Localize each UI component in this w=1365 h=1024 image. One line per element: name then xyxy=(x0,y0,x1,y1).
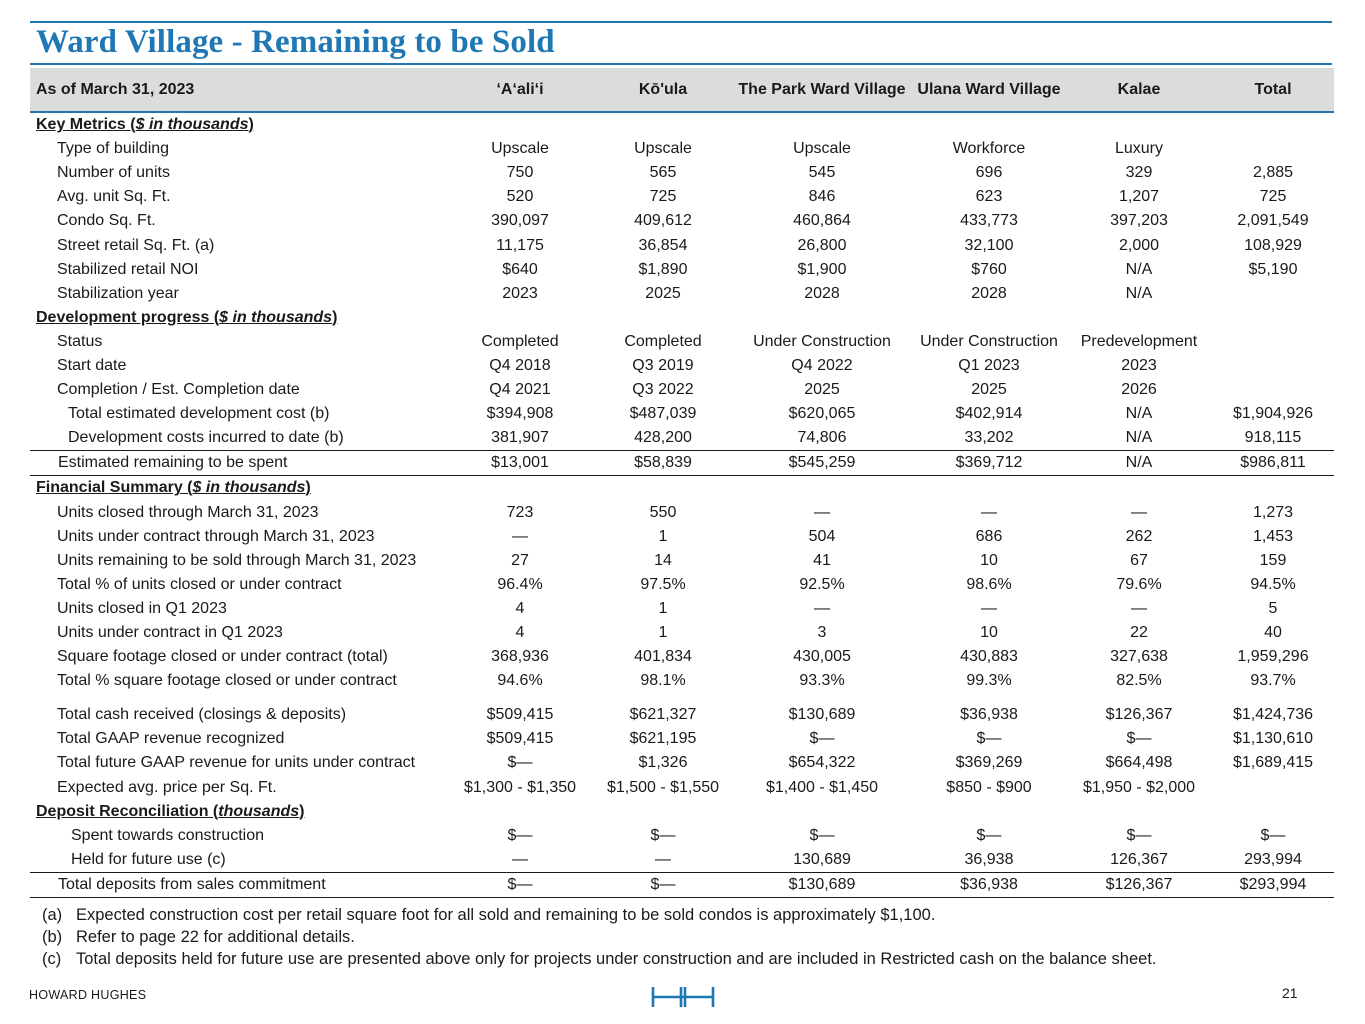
table-cell: 26,800 xyxy=(797,236,847,254)
row-label: Total % square footage closed or under contract xyxy=(57,672,397,690)
section-heading-close: ) xyxy=(305,479,311,497)
table-cell: $126,367 xyxy=(1066,872,1212,897)
table-cell: 99.3% xyxy=(966,672,1012,690)
table-cell: $5,190 xyxy=(1248,260,1298,278)
table-row xyxy=(30,354,1334,378)
row-label: Condo Sq. Ft. xyxy=(57,212,156,230)
table-cell: 2028 xyxy=(971,284,1007,302)
row-label: Total cash received (closings & deposits) xyxy=(57,706,347,724)
table-cell: $986,811 xyxy=(1212,451,1334,476)
table-cell: 97.5% xyxy=(640,575,686,593)
table-cell: $293,994 xyxy=(1212,872,1334,897)
table-total-row xyxy=(30,872,1334,897)
row-label: Stabilized retail NOI xyxy=(57,260,199,278)
table-cell: 725 xyxy=(649,188,677,206)
table-cell: — xyxy=(981,503,997,521)
table-cell: 40 xyxy=(1264,624,1282,642)
footnote-text: Total deposits held for future use are presented above only for projects under construction and are included in Restricted cash on the balance sheet. xyxy=(76,950,1157,968)
section-heading-text: Key Metrics ( xyxy=(36,116,136,134)
table-cell: 32,100 xyxy=(964,236,1014,254)
table-cell: $1,500 - $1,550 xyxy=(606,778,720,796)
header-koula: Kō'ula xyxy=(594,68,732,112)
table-cell: 433,773 xyxy=(960,212,1018,230)
table-cell: Predevelopment xyxy=(1080,332,1198,350)
table-row xyxy=(30,378,1334,402)
header-ulana-ward-village: Ulana Ward Village xyxy=(912,68,1066,112)
table-cell: 10 xyxy=(980,551,998,569)
section-heading xyxy=(30,306,1334,330)
table-cell: 430,005 xyxy=(793,648,851,666)
table-cell: Upscale xyxy=(793,140,851,158)
table-cell: 74,806 xyxy=(797,429,847,447)
table-row xyxy=(30,501,1334,525)
table-row xyxy=(30,573,1334,597)
table-cell: 67 xyxy=(1130,551,1148,569)
table-row xyxy=(30,137,1334,161)
table-cell: Under Construction xyxy=(920,332,1058,350)
table-row xyxy=(30,597,1334,621)
table-cell: 27 xyxy=(511,551,529,569)
section-heading xyxy=(30,476,1334,501)
table-header-row xyxy=(30,68,1334,112)
table-row xyxy=(30,621,1334,645)
table-cell: 22 xyxy=(1130,624,1148,642)
table-cell: 10 xyxy=(980,624,998,642)
table-cell: $— xyxy=(976,826,1002,844)
table-cell: 94.5% xyxy=(1250,575,1296,593)
table-cell: $— xyxy=(809,730,835,748)
table-row xyxy=(30,426,1334,451)
table-cell: $621,327 xyxy=(629,706,697,724)
table-row xyxy=(30,282,1334,306)
section-heading-text: Deposit Reconciliation ( xyxy=(36,802,219,820)
section-heading-row xyxy=(30,112,1334,137)
table-cell: $1,130,610 xyxy=(1232,730,1314,748)
row-label: Stabilization year xyxy=(57,284,179,302)
table-cell: 725 xyxy=(1259,188,1287,206)
table-cell: 93.7% xyxy=(1250,672,1296,690)
page-title: Ward Village - Remaining to be Sold xyxy=(36,24,555,60)
table-cell xyxy=(1212,137,1334,161)
table-cell: 2025 xyxy=(804,381,840,399)
table-row xyxy=(30,525,1334,549)
table-cell: — xyxy=(512,850,528,868)
table-cell: Upscale xyxy=(634,140,692,158)
table-cell: $36,938 xyxy=(912,872,1066,897)
table-cell: — xyxy=(814,503,830,521)
section-heading-unit: $ in thousands xyxy=(219,308,333,326)
table-cell: 623 xyxy=(975,188,1003,206)
table-cell: $— xyxy=(594,872,732,897)
table-cell: $1,300 - $1,350 xyxy=(463,778,577,796)
table-row xyxy=(30,330,1334,354)
spacer-row xyxy=(30,693,1334,703)
table-cell: 1,273 xyxy=(1252,503,1294,521)
table-cell: 428,200 xyxy=(634,429,692,447)
table-cell: 918,115 xyxy=(1244,429,1302,447)
table-cell: $369,269 xyxy=(955,754,1023,772)
table-cell: — xyxy=(1131,503,1147,521)
table-cell: 36,938 xyxy=(964,850,1014,868)
row-label: Type of building xyxy=(57,140,170,158)
table-cell: $58,839 xyxy=(594,451,732,476)
table-cell: 3 xyxy=(817,624,827,642)
table-cell: 293,994 xyxy=(1244,850,1302,868)
table-cell: $— xyxy=(1126,730,1152,748)
table-cell: 1,207 xyxy=(1118,188,1160,206)
table-cell: 94.6% xyxy=(497,672,543,690)
table-cell: $— xyxy=(507,826,533,844)
table-row xyxy=(30,233,1334,257)
footnote xyxy=(42,904,1157,926)
table-cell: 750 xyxy=(506,164,534,182)
table-cell: 401,834 xyxy=(634,648,692,666)
section-heading-row xyxy=(30,306,1334,330)
table-cell: 2023 xyxy=(1121,356,1157,374)
table-cell: N/A xyxy=(1125,429,1153,447)
table-cell: $13,001 xyxy=(446,451,594,476)
table-cell: $760 xyxy=(971,260,1007,278)
table-cell: 397,203 xyxy=(1110,212,1168,230)
table-row xyxy=(30,402,1334,426)
table-cell xyxy=(1212,282,1334,306)
row-label: Units under contract through March 31, 2023 xyxy=(57,527,375,545)
table-cell: $1,326 xyxy=(638,754,688,772)
table-cell: 126,367 xyxy=(1110,850,1168,868)
row-label: Completion / Est. Completion date xyxy=(57,381,300,399)
table-cell: 98.6% xyxy=(966,575,1012,593)
table-cell: Q3 2022 xyxy=(632,381,694,399)
row-label: Held for future use (c) xyxy=(71,850,226,868)
table-cell: 368,936 xyxy=(491,648,549,666)
table-cell: Q1 2023 xyxy=(958,356,1020,374)
table-cell: 92.5% xyxy=(799,575,845,593)
table-cell: $— xyxy=(809,826,835,844)
table-cell: $1,689,415 xyxy=(1232,754,1314,772)
table-cell: $126,367 xyxy=(1105,706,1173,724)
table-cell: 565 xyxy=(649,164,677,182)
header-aalii: ‘A‘ali‘i xyxy=(446,68,594,112)
table-cell: 1 xyxy=(658,599,668,617)
row-label: Total estimated development cost (b) xyxy=(68,405,330,423)
table-cell: $509,415 xyxy=(486,706,554,724)
table-cell: $487,039 xyxy=(629,405,697,423)
table-cell: 98.1% xyxy=(640,672,686,690)
row-label: Units remaining to be sold through March 31, 2023 xyxy=(57,551,417,569)
table-cell: $369,712 xyxy=(912,451,1066,476)
spacer-cell xyxy=(30,693,1334,703)
top-rule xyxy=(30,21,1332,23)
table-cell: Completed xyxy=(481,332,559,350)
row-label: Total deposits from sales commitment xyxy=(30,872,446,897)
table-row xyxy=(30,669,1334,693)
table-cell: 96.4% xyxy=(497,575,543,593)
table-cell xyxy=(1212,354,1334,378)
table-row xyxy=(30,751,1334,775)
table-cell: Q4 2022 xyxy=(791,356,853,374)
table-cell: 2,885 xyxy=(1252,164,1294,182)
row-label: Total future GAAP revenue for units under contract xyxy=(57,754,416,772)
table-cell: $130,689 xyxy=(788,706,856,724)
table-cell: $— xyxy=(446,872,594,897)
section-heading-unit: $ in thousands xyxy=(192,479,306,497)
table-cell: Completed xyxy=(624,332,702,350)
table-cell: Workforce xyxy=(952,140,1026,158)
table-cell: 430,883 xyxy=(960,648,1018,666)
section-heading-text: Development progress ( xyxy=(36,308,220,326)
table-cell: 2025 xyxy=(971,381,1007,399)
table-cell: $— xyxy=(650,826,676,844)
table-cell: $664,498 xyxy=(1105,754,1173,772)
table-cell xyxy=(1212,330,1334,354)
table-cell: Luxury xyxy=(1114,140,1164,158)
table-cell xyxy=(1212,776,1334,800)
table-cell: — xyxy=(981,599,997,617)
table-cell: 2,091,549 xyxy=(1237,212,1309,230)
table-cell: $— xyxy=(1260,826,1286,844)
row-label: Status xyxy=(57,332,103,350)
section-heading-unit: $ in thousands xyxy=(135,116,249,134)
row-label: Total GAAP revenue recognized xyxy=(57,730,285,748)
table-cell: Under Construction xyxy=(753,332,891,350)
table-cell: 79.6% xyxy=(1116,575,1162,593)
table-cell: — xyxy=(814,599,830,617)
table-cell: $1,900 xyxy=(797,260,847,278)
section-heading-unit: thousands xyxy=(218,802,300,820)
table-total-row xyxy=(30,451,1334,476)
table-cell: $654,322 xyxy=(788,754,856,772)
row-label: Avg. unit Sq. Ft. xyxy=(57,188,171,206)
table-cell: $620,065 xyxy=(788,405,856,423)
table-cell: 327,638 xyxy=(1110,648,1168,666)
table-cell: Q4 2021 xyxy=(489,381,551,399)
table-cell: 390,097 xyxy=(491,212,549,230)
footnote-text: Expected construction cost per retail square foot for all sold and remaining to be sold condos is approximately $1,100. xyxy=(76,906,936,924)
header-kalae: Kalae xyxy=(1066,68,1212,112)
table-cell: 130,689 xyxy=(793,850,851,868)
row-label: Units closed in Q1 2023 xyxy=(57,599,227,617)
table-cell: 41 xyxy=(813,551,831,569)
section-heading-row xyxy=(30,800,1334,824)
row-label: Number of units xyxy=(57,164,170,182)
table-row xyxy=(30,258,1334,282)
table-cell: — xyxy=(512,527,528,545)
table-cell: 723 xyxy=(506,503,534,521)
section-heading-close: ) xyxy=(248,116,254,134)
table-cell: N/A xyxy=(1125,260,1153,278)
page-number: 21 xyxy=(1282,985,1298,1001)
row-label: Start date xyxy=(57,356,127,374)
footnote-mark: (b) xyxy=(42,928,63,946)
table-row xyxy=(30,645,1334,669)
row-label: Units under contract in Q1 2023 xyxy=(57,624,283,642)
table-cell: 1 xyxy=(658,527,668,545)
table-cell: 504 xyxy=(808,527,836,545)
table-cell: 2026 xyxy=(1121,381,1157,399)
header-as-of: As of March 31, 2023 xyxy=(30,68,446,112)
table-cell: $1,890 xyxy=(638,260,688,278)
table-row xyxy=(30,727,1334,751)
table-cell: $640 xyxy=(502,260,538,278)
table-cell: $1,904,926 xyxy=(1232,405,1314,423)
table-cell: Upscale xyxy=(491,140,549,158)
table-cell: — xyxy=(1131,599,1147,617)
table-cell: 550 xyxy=(649,503,677,521)
table-cell: 93.3% xyxy=(799,672,845,690)
footnote xyxy=(42,948,1157,970)
table-row xyxy=(30,776,1334,800)
header-total: Total xyxy=(1212,68,1334,112)
row-label: Spent towards construction xyxy=(71,826,264,844)
section-heading-text: Financial Summary ( xyxy=(36,479,193,497)
table-cell: $545,259 xyxy=(732,451,912,476)
section-heading xyxy=(30,112,1334,137)
table-cell: 14 xyxy=(654,551,672,569)
table-cell: 520 xyxy=(506,188,534,206)
row-label: Total % of units closed or under contract xyxy=(57,575,342,593)
table-cell: 11,175 xyxy=(496,236,544,254)
row-label: Square footage closed or under contract (total) xyxy=(57,648,388,666)
table-cell: 159 xyxy=(1259,551,1287,569)
table-cell: $394,908 xyxy=(486,405,554,423)
footnote-mark: (c) xyxy=(42,950,62,968)
table-cell: 2025 xyxy=(645,284,681,302)
table-cell: 1 xyxy=(658,624,668,642)
table-cell: $36,938 xyxy=(960,706,1018,724)
table-cell: 545 xyxy=(808,164,836,182)
row-label: Development costs incurred to date (b) xyxy=(68,429,344,447)
table-cell: 5 xyxy=(1268,599,1278,617)
table-row xyxy=(30,185,1334,209)
table-cell: $621,195 xyxy=(629,730,697,748)
table-cell: 381,907 xyxy=(491,429,549,447)
table-cell: 108,929 xyxy=(1244,236,1302,254)
row-label: Estimated remaining to be spent xyxy=(30,451,446,476)
table-cell: $1,424,736 xyxy=(1232,706,1314,724)
table-cell: 262 xyxy=(1125,527,1153,545)
footnote-mark: (a) xyxy=(42,906,63,924)
table-row xyxy=(30,161,1334,185)
footnote xyxy=(42,926,1157,948)
table-cell: Q4 2018 xyxy=(489,356,551,374)
table-row xyxy=(30,549,1334,573)
table-cell: $— xyxy=(976,730,1002,748)
header-park-ward-village: The Park Ward Village xyxy=(732,68,912,112)
section-heading-close: ) xyxy=(332,308,338,326)
row-label: Street retail Sq. Ft. (a) xyxy=(57,236,215,254)
section-heading xyxy=(30,800,1334,824)
table-row xyxy=(30,209,1334,233)
table-cell: — xyxy=(655,850,671,868)
table-cell: 329 xyxy=(1125,164,1153,182)
footnote-text: Refer to page 22 for additional details. xyxy=(76,928,355,946)
table-cell: 686 xyxy=(975,527,1003,545)
table-cell: $1,400 - $1,450 xyxy=(765,778,879,796)
table-row xyxy=(30,824,1334,848)
table-cell: 36,854 xyxy=(638,236,688,254)
table-cell: $1,950 - $2,000 xyxy=(1082,778,1196,796)
table-cell: $— xyxy=(1126,826,1152,844)
table-cell: 4 xyxy=(515,599,525,617)
section-heading-row xyxy=(30,476,1334,501)
table-cell: 2028 xyxy=(804,284,840,302)
table-row xyxy=(30,703,1334,727)
table-row xyxy=(30,848,1334,873)
table-cell: 4 xyxy=(515,624,525,642)
table-cell: 460,864 xyxy=(793,212,851,230)
table-cell: N/A xyxy=(1066,451,1212,476)
footnotes xyxy=(42,904,1157,970)
row-label: Expected avg. price per Sq. Ft. xyxy=(57,778,277,796)
table-cell: $509,415 xyxy=(486,730,554,748)
table-cell: 1,453 xyxy=(1252,527,1294,545)
table-cell: 696 xyxy=(975,164,1003,182)
row-label: Units closed through March 31, 2023 xyxy=(57,503,319,521)
company-name: HOWARD HUGHES xyxy=(29,988,147,1002)
table-cell: 409,612 xyxy=(634,212,692,230)
table-cell: Q3 2019 xyxy=(632,356,694,374)
table-cell: 2023 xyxy=(502,284,538,302)
table-cell: $402,914 xyxy=(955,405,1023,423)
table-cell: 1,959,296 xyxy=(1237,648,1309,666)
title-rule xyxy=(30,63,1332,65)
table-cell: 33,202 xyxy=(964,429,1014,447)
table-cell: N/A xyxy=(1125,284,1153,302)
table-cell: $130,689 xyxy=(732,872,912,897)
table-cell xyxy=(1212,378,1334,402)
table-cell: 82.5% xyxy=(1116,672,1162,690)
table-cell: $— xyxy=(507,754,533,772)
table-cell: 846 xyxy=(808,188,836,206)
hh-logo-icon xyxy=(650,986,716,1013)
table-cell: 2,000 xyxy=(1118,236,1160,254)
table-cell: $850 - $900 xyxy=(946,778,1032,796)
table-cell: N/A xyxy=(1125,405,1153,423)
remaining-to-be-sold-table xyxy=(30,68,1334,898)
section-heading-close: ) xyxy=(299,802,305,820)
